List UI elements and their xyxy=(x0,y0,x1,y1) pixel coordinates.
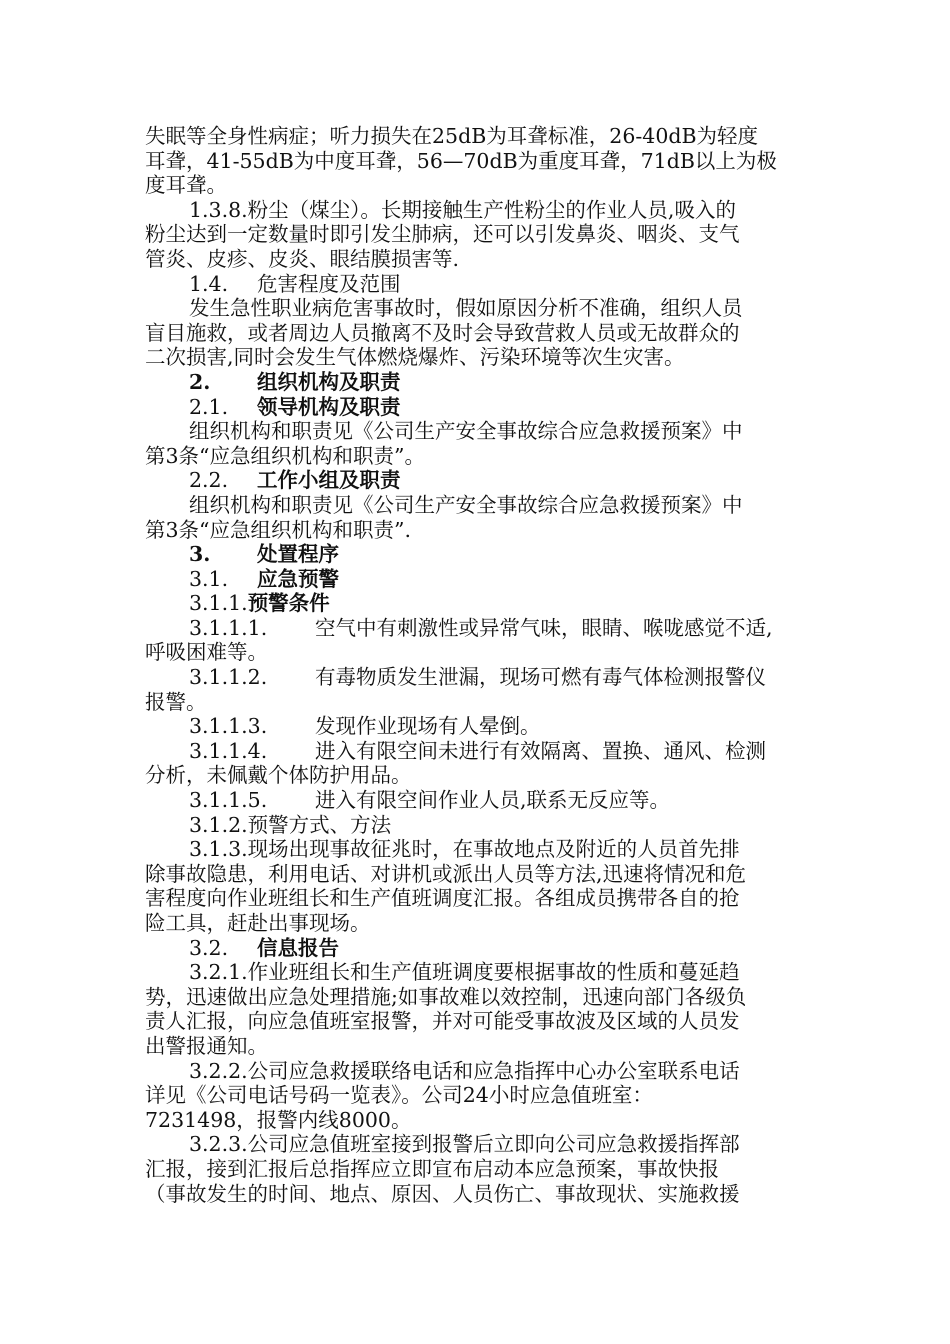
section-1-4-heading xyxy=(145,272,825,297)
item-text: 进入有限空间作业人员,联系无反应等。 xyxy=(315,788,671,813)
text-line: 责人汇报，向应急值班室报警，并对可能受事故波及区域的人员发 xyxy=(145,1009,740,1034)
section-title: 工作小组及职责 xyxy=(257,468,401,493)
item-3-1-1-3 xyxy=(145,714,825,739)
section-3-2-2-line: 3.2.2.公司应急救援联络电话和应急指挥中心办公室联系电话 xyxy=(189,1058,740,1083)
text-line: 盲目施救，或者周边人员撤离不及时会导致营救人员或无故群众的 xyxy=(145,320,740,345)
section-number: 3.1.1. xyxy=(189,591,248,616)
text-line: （事故发生的时间、地点、原因、人员伤亡、事故现状、实施救援 xyxy=(145,1181,740,1206)
section-2-2-heading xyxy=(145,468,825,493)
section-3-2-3-line: 3.2.3.公司应急值班室接到报警后立即向公司应急救援指挥部 xyxy=(189,1132,740,1157)
text-line: 详见《公司电话号码一览表》。公司24小时应急值班室： xyxy=(145,1083,653,1108)
document-page xyxy=(145,124,825,1206)
text-line: 失眠等全身性病症；听力损失在25dB为耳聋标准，26-40dB为轻度 xyxy=(145,124,759,148)
text-line: 耳聋，41-55dB为中度耳聋，56—70dB为重度耳聋，71dB以上为极 xyxy=(145,148,777,173)
section-title: 信息报告 xyxy=(257,935,339,960)
section-number: 2.2. xyxy=(189,468,229,493)
text-line: 出警报通知。 xyxy=(145,1033,268,1058)
section-3-heading xyxy=(145,542,825,567)
item-3-1-1-2 xyxy=(145,665,825,690)
section-number: 3.1.1.2. xyxy=(189,665,268,690)
section-title: 危害程度及范围 xyxy=(257,271,401,296)
section-3-1-heading xyxy=(145,567,825,592)
section-number: 2.1. xyxy=(189,394,229,419)
item-text: 有毒物质发生泄漏，现场可燃有毒气体检测报警仪 xyxy=(315,665,766,690)
text-line: 第3条“应急组织机构和职责”。 xyxy=(145,443,426,468)
section-title: 组织机构及职责 xyxy=(257,369,401,394)
section-title: 预警条件 xyxy=(247,591,330,616)
item-text: 进入有限空间未进行有效隔离、置换、通风、检测 xyxy=(315,738,766,763)
section-title: 处置程序 xyxy=(257,542,339,567)
section-1-3-8-line: 1.3.8.粉尘（煤尘）。长期接触生产性粉尘的作业人员,吸入的 xyxy=(189,197,736,222)
section-number: 1.4. xyxy=(189,271,229,296)
text-line: 二次损害,同时会发生气体燃烧爆炸、污染环境等次生灾害。 xyxy=(145,345,685,370)
section-number: 3.1.1.3. xyxy=(189,714,268,739)
section-2-heading xyxy=(145,370,825,395)
section-3-2-1-line: 3.2.1.作业班组长和生产值班调度要根据事故的性质和蔓延趋 xyxy=(189,960,740,985)
text-line: 发生急性职业病危害事故时，假如原因分析不准确，组织人员 xyxy=(189,296,743,321)
section-number: 2. xyxy=(189,369,211,394)
item-text: 空气中有刺激性或异常气味，眼睛、喉咙感觉不适, xyxy=(315,615,773,640)
item-3-1-1-4 xyxy=(145,739,825,764)
text-line: 7231498，报警内线8000。 xyxy=(145,1107,412,1132)
text-line: 分析，未佩戴个体防护用品。 xyxy=(145,763,412,788)
text-line: 险工具，赶赴出事现场。 xyxy=(145,911,371,935)
text-line: 组织机构和职责见《公司生产安全事故综合应急救援预案》中 xyxy=(189,492,743,517)
section-3-1-1-heading xyxy=(145,591,825,616)
section-title: 应急预警 xyxy=(257,566,339,591)
text-line: 势，迅速做出应急处理措施;如事故难以效控制，迅速向部门各级负 xyxy=(145,984,747,1009)
text-line: 度耳聋。 xyxy=(145,173,227,198)
section-3-1-3-line: 3.1.3.现场出现事故征兆时，在事故地点及附近的人员首先排 xyxy=(189,837,740,862)
text-line: 呼吸困难等。 xyxy=(145,640,268,665)
section-number: 3.1.1.4. xyxy=(189,738,268,763)
text-line: 害程度向作业班组长和生产值班调度汇报。各组成员携带各自的抢 xyxy=(145,886,740,911)
text-line: 管炎、皮疹、皮炎、眼结膜损害等. xyxy=(145,246,460,271)
text-line: 除事故隐患，利用电话、对讲机或派出人员等方法,迅速将情况和危 xyxy=(145,861,747,886)
section-3-1-2-line: 3.1.2.预警方式、方法 xyxy=(189,812,392,837)
section-3-2-heading xyxy=(145,936,825,961)
text-line: 粉尘达到一定数量时即引发尘肺病，还可以引发鼻炎、咽炎、支气 xyxy=(145,222,740,247)
section-number: 3.1.1.1. xyxy=(189,615,268,640)
item-text: 发现作业现场有人晕倒。 xyxy=(315,714,541,739)
section-2-1-heading xyxy=(145,395,825,420)
item-3-1-1-1 xyxy=(145,616,825,641)
section-number: 3.1. xyxy=(189,566,229,591)
section-title: 领导机构及职责 xyxy=(257,394,401,419)
section-number: 3.1.1.5. xyxy=(189,788,268,813)
item-3-1-1-5 xyxy=(145,788,825,813)
text-line: 汇报，接到汇报后总指挥应立即宣布启动本应急预案，事故快报 xyxy=(145,1156,719,1181)
section-number: 3. xyxy=(189,542,211,567)
text-line: 第3条“应急组织机构和职责”. xyxy=(145,517,412,542)
text-line: 报警。 xyxy=(145,689,207,714)
text-line: 组织机构和职责见《公司生产安全事故综合应急救援预案》中 xyxy=(189,419,743,444)
section-number: 3.2. xyxy=(189,935,229,960)
